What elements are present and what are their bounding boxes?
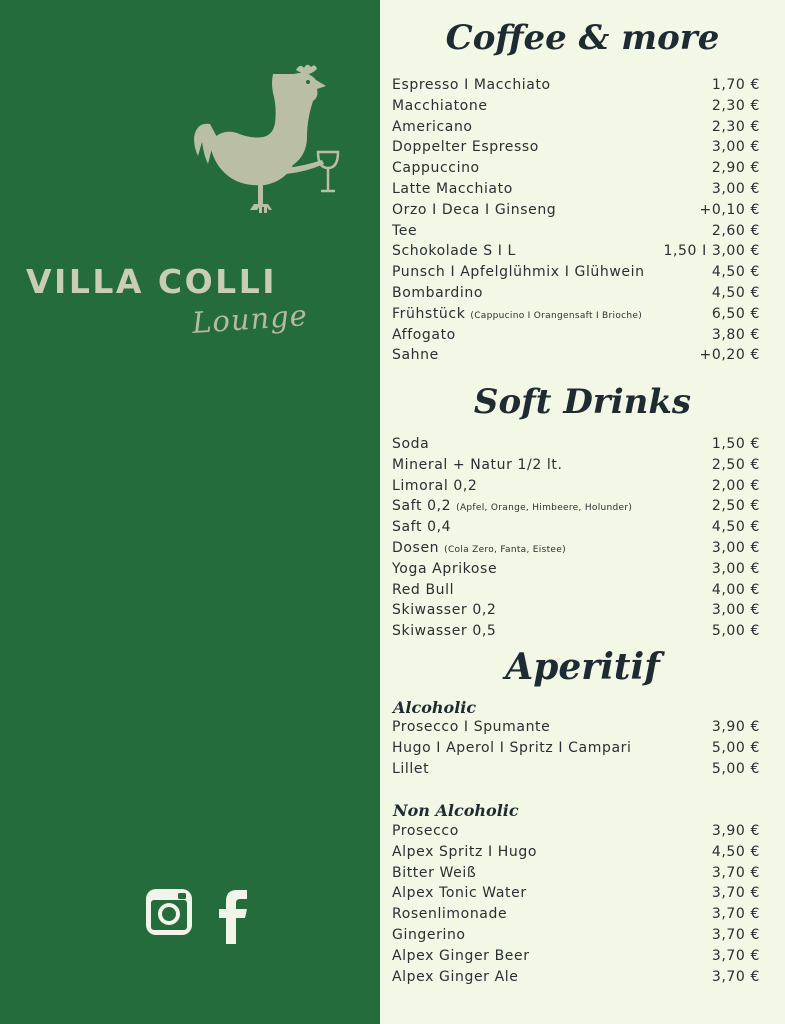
menu-item-name-wrap (392, 925, 466, 946)
menu-item-name: Rosenlimonade (392, 906, 508, 923)
menu-item-name: Prosecco I Spumante (392, 719, 551, 735)
menu-item-name: Prosecco (392, 823, 459, 839)
alcoholic-list (392, 717, 760, 779)
menu-item-name-wrap (392, 434, 429, 455)
menu-item-name: Saft 0,2 (392, 498, 452, 515)
menu-item (392, 476, 760, 497)
menu-item-name: Frühstück (392, 305, 466, 322)
menu-item-name: Limoral 0,2 (392, 477, 478, 494)
menu-item (392, 137, 760, 158)
menu-item-price: 3,70 € (711, 864, 760, 881)
menu-item-price: 3,90 € (711, 823, 760, 839)
menu-item-name-wrap (392, 517, 451, 538)
menu-item-price: 3,70 € (711, 947, 760, 964)
menu-item (392, 621, 760, 642)
menu-item-name-wrap (392, 559, 497, 580)
menu-item-name-wrap (392, 738, 631, 759)
menu-item (392, 904, 760, 925)
menu-item-price: 3,70 € (711, 926, 760, 943)
menu-item-name: Schokolade S I L (392, 243, 516, 260)
coffee-list (392, 75, 760, 366)
menu-item-price: 5,00 € (711, 760, 760, 777)
menu-item-name-wrap (392, 117, 473, 138)
menu-item-name-wrap (392, 179, 513, 200)
menu-item-note: (Cappucino I Orangensaft I Brioche) (470, 310, 643, 321)
menu-item-note: (Cola Zero, Fanta, Eistee) (444, 544, 566, 555)
menu-item (392, 75, 760, 96)
rooster-logo-icon (190, 62, 340, 222)
menu-item-name: Lillet (392, 760, 430, 777)
menu-item-price: 4,50 € (711, 843, 760, 860)
menu-item (392, 241, 760, 262)
menu-item (392, 262, 760, 283)
soft-drinks-section-title: Soft Drinks (473, 382, 692, 422)
coffee-section-title: Coffee & more (445, 18, 720, 58)
menu-item-price: 4,50 € (711, 264, 760, 281)
menu-item-price: 3,00 € (711, 180, 760, 197)
menu-item-price: +0,10 € (699, 201, 760, 218)
menu-item-price: +0,20 € (699, 347, 760, 364)
menu-item-name-wrap (392, 600, 496, 621)
menu-item-name-wrap (392, 241, 516, 262)
facebook-icon[interactable] (216, 888, 250, 944)
menu-item (392, 455, 760, 476)
menu-item (392, 221, 760, 242)
aperitif-section-title: Aperitif (505, 646, 660, 688)
menu-item (392, 345, 760, 366)
menu-item-price: 4,50 € (711, 519, 760, 536)
menu-item-name-wrap (392, 200, 556, 221)
menu-item-name-wrap (392, 967, 518, 988)
menu-item-price: 2,60 € (711, 222, 760, 239)
menu-item-name-wrap (392, 455, 563, 476)
menu-item-name-wrap (392, 262, 645, 283)
menu-item (392, 600, 760, 621)
menu-item-name-wrap (392, 345, 439, 366)
menu-item (392, 925, 760, 946)
menu-item-price: 2,30 € (711, 118, 760, 135)
menu-item-name-wrap (392, 158, 480, 179)
menu-item-name: Alpex Ginger Ale (392, 968, 519, 985)
menu-item (392, 738, 760, 759)
menu-item (392, 842, 760, 863)
menu-item-name: Soda (392, 436, 430, 452)
menu-item-name-wrap (392, 221, 417, 242)
menu-item-name: Mineral + Natur 1/2 lt. (392, 456, 563, 473)
menu-item (392, 759, 760, 780)
menu-item (392, 538, 760, 559)
menu-item-name: Skiwasser 0,2 (392, 602, 497, 619)
menu-item-name-wrap (392, 946, 530, 967)
menu-item-price: 3,70 € (711, 906, 760, 923)
menu-item-name: Sahne (392, 347, 439, 364)
menu-item-name-wrap (392, 96, 488, 117)
menu-item (392, 517, 760, 538)
menu-item (392, 496, 760, 517)
menu-item-name-wrap (392, 580, 454, 601)
menu-item-price: 4,50 € (711, 284, 760, 301)
menu-item-name: Latte Macchiato (392, 180, 513, 197)
menu-item-note: (Apfel, Orange, Himbeere, Holunder) (456, 503, 633, 514)
menu-item-name-wrap (392, 476, 477, 497)
non-alcoholic-list (392, 821, 760, 987)
brand-name: VILLA COLLI (26, 262, 278, 301)
menu-item-price: 5,00 € (711, 623, 760, 640)
menu-item-price: 2,50 € (711, 456, 760, 473)
menu-item-price: 3,80 € (711, 326, 760, 343)
menu-item-price: 2,00 € (711, 477, 760, 494)
menu-item-price: 1,70 € (711, 77, 760, 93)
menu-item-price: 2,50 € (711, 498, 760, 515)
menu-item-price: 1,50 I 3,00 € (663, 243, 760, 260)
menu-item-name: Tee (392, 222, 418, 239)
brand-panel (0, 0, 380, 1024)
menu-item-name: Gingerino (392, 926, 466, 943)
menu-item-name-wrap (392, 842, 537, 863)
non-alcoholic-subheading: Non Alcoholic (393, 801, 519, 820)
menu-item-name: Macchiatone (392, 97, 488, 114)
menu-item-name-wrap (392, 75, 551, 96)
menu-item-name-wrap (392, 137, 539, 158)
menu-item-price: 2,30 € (711, 97, 760, 114)
menu-item-name: Saft 0,4 (392, 519, 452, 536)
menu-item (392, 325, 760, 346)
menu-item (392, 863, 760, 884)
menu-item-price: 2,90 € (711, 160, 760, 177)
menu-item-name: Bombardino (392, 284, 483, 301)
menu-item (392, 967, 760, 988)
menu-item-name: Alpex Tonic Water (392, 885, 527, 902)
menu-item-name: Punsch I Apfelglühmix I Glühwein (392, 264, 645, 281)
menu-item (392, 117, 760, 138)
menu-item-name-wrap (392, 863, 476, 884)
menu-item (392, 96, 760, 117)
menu-item-price: 3,00 € (711, 602, 760, 619)
menu-item-price: 6,50 € (711, 305, 760, 322)
menu-item (392, 559, 760, 580)
menu-item-price: 5,00 € (711, 739, 760, 756)
menu-item-name-wrap (392, 759, 429, 780)
menu-item-name-wrap (392, 283, 483, 304)
menu-item-price: 4,00 € (711, 581, 760, 598)
menu-item-price: 3,00 € (711, 560, 760, 577)
menu-item (392, 883, 760, 904)
menu-item-name: Yoga Aprikose (392, 560, 498, 577)
menu-item-name: Bitter Weiß (392, 864, 477, 881)
menu-item (392, 179, 760, 200)
menu-item (392, 821, 760, 842)
alcoholic-subheading: Alcoholic (393, 698, 477, 717)
menu-item-name: Affogato (392, 326, 456, 343)
menu-item-price: 3,70 € (711, 968, 760, 985)
menu-item-name: Skiwasser 0,5 (392, 623, 497, 640)
menu-item (392, 158, 760, 179)
menu-item-name: Espresso I Macchiato (392, 77, 551, 93)
menu-item-name-wrap (392, 883, 527, 904)
menu-item-name-wrap (392, 904, 507, 925)
menu-item (392, 434, 760, 455)
menu-item (392, 200, 760, 221)
menu-item-name: Orzo I Deca I Ginseng (392, 201, 557, 218)
menu-item-name: Doppelter Espresso (392, 139, 539, 156)
menu-item-name-wrap (392, 325, 456, 346)
menu-item-name: Red Bull (392, 581, 455, 598)
menu-item (392, 717, 760, 738)
menu-item-price: 3,90 € (711, 719, 760, 735)
menu-item (392, 283, 760, 304)
menu-item-price: 3,00 € (711, 539, 760, 556)
menu-item-price: 3,00 € (711, 139, 760, 156)
menu-item (392, 946, 760, 967)
menu-item (392, 580, 760, 601)
menu-item-name: Cappuccino (392, 160, 480, 177)
instagram-icon[interactable] (145, 888, 193, 936)
menu-item-name-wrap (392, 821, 459, 842)
soft-drinks-list (392, 434, 760, 642)
menu-item-name-wrap (392, 496, 632, 519)
menu-item-name-wrap (392, 621, 496, 642)
menu-item-name: Alpex Spritz I Hugo (392, 843, 537, 860)
menu-item-name: Hugo I Aperol I Spritz I Campari (392, 739, 632, 756)
menu-item-price: 1,50 € (711, 436, 760, 452)
brand-subtitle: Lounge (190, 298, 309, 340)
menu-item-name-wrap (392, 538, 566, 561)
menu-item-name-wrap (392, 717, 550, 738)
menu-item-name-wrap (392, 304, 642, 327)
menu-item-name: Americano (392, 118, 473, 135)
menu-item (392, 304, 760, 325)
menu-item-name: Dosen (392, 539, 440, 556)
menu-item-price: 3,70 € (711, 885, 760, 902)
menu-item-name: Alpex Ginger Beer (392, 947, 530, 964)
